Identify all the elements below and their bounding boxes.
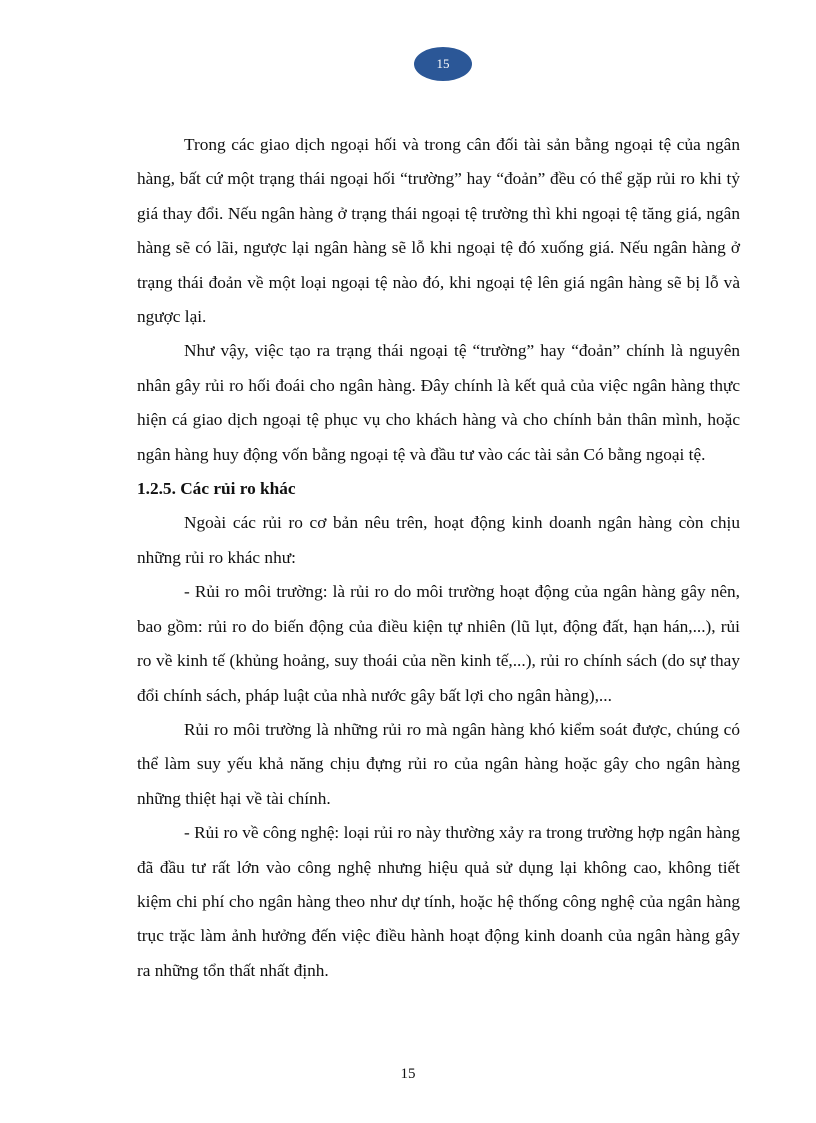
paragraph-environment-risk-detail: Rủi ro môi trường là những rủi ro mà ngân hàng khó kiểm soát được, chúng có thể làm suy yếu khả năng chịu đựng rủi ro của ngân hàng hoặc gây cho ngân hàng những thiệt hại về tài chính. <box>137 719 740 808</box>
paragraph-forex-position: Trong các giao dịch ngoại hối và trong cân đối tài sản bằng ngoại tệ của ngân hàng, bất cứ một trạng thái ngoại hối “trường” hay “đoản” đều có thể gặp rủi ro khi tỷ giá thay đổi. Nếu ngân hàng ở trạng thái ngoại tệ trường thì khi ngoại tệ tăng giá, ngân hàng sẽ có lãi, ngược lại ngân hàng sẽ lỗ khi ngoại tệ đó xuống giá. Nếu ngân hàng ở trạng thái đoản về một loại ngoại tệ nào đó, khi ngoại tệ lên giá ngân hàng sẽ bị lỗ và ngược lại. <box>137 135 740 327</box>
page-number-badge: 15 <box>414 47 472 81</box>
section-heading: 1.2.5. Các rủi ro khác <box>137 479 296 499</box>
document-body <box>137 128 740 988</box>
footer-page-number: 15 <box>400 1066 416 1082</box>
paragraph-forex-cause: Như vậy, việc tạo ra trạng thái ngoại tệ “trường” hay “đoản” chính là nguyên nhân gây rủi ro hối đoái cho ngân hàng. Đây chính là kết quả của việc ngân hàng thực hiện cá giao dịch ngoại tệ phục vụ cho khách hàng và cho chính bản thân mình, hoặc ngân hàng huy động vốn bằng ngoại tệ và đầu tư vào các tài sản Có bằng ngoại tệ. <box>137 341 740 464</box>
list-item-environment-risk: - Rủi ro môi trường: là rủi ro do môi trường hoạt động của ngân hàng gây nên, bao gồm: rủi ro do biến động của điều kiện tự nhiên (lũ lụt, động đất, hạn hán,...), rủi ro về kinh tế (khủng hoảng, suy thoái của nền kinh tế,...), rủi ro chính sách (do sự thay đổi chính sách, pháp luật của nhà nước gây bất lợi cho ngân hàng),... <box>137 582 740 705</box>
list-item-technology-risk: - Rủi ro về công nghệ: loại rủi ro này thường xảy ra trong trường hợp ngân hàng đã đầu tư rất lớn vào công nghệ nhưng hiệu quả sử dụng lại không cao, không tiết kiệm chi phí cho ngân hàng theo như dự tính, hoặc hệ thống công nghệ của ngân hàng trục trặc làm ảnh hưởng đến việc điều hành hoạt động kinh doanh của ngân hàng gây ra những tổn thất nhất định. <box>137 823 740 980</box>
paragraph-other-risks-intro: Ngoài các rủi ro cơ bản nêu trên, hoạt động kinh doanh ngân hàng còn chịu những rủi ro khác như: <box>137 513 740 567</box>
